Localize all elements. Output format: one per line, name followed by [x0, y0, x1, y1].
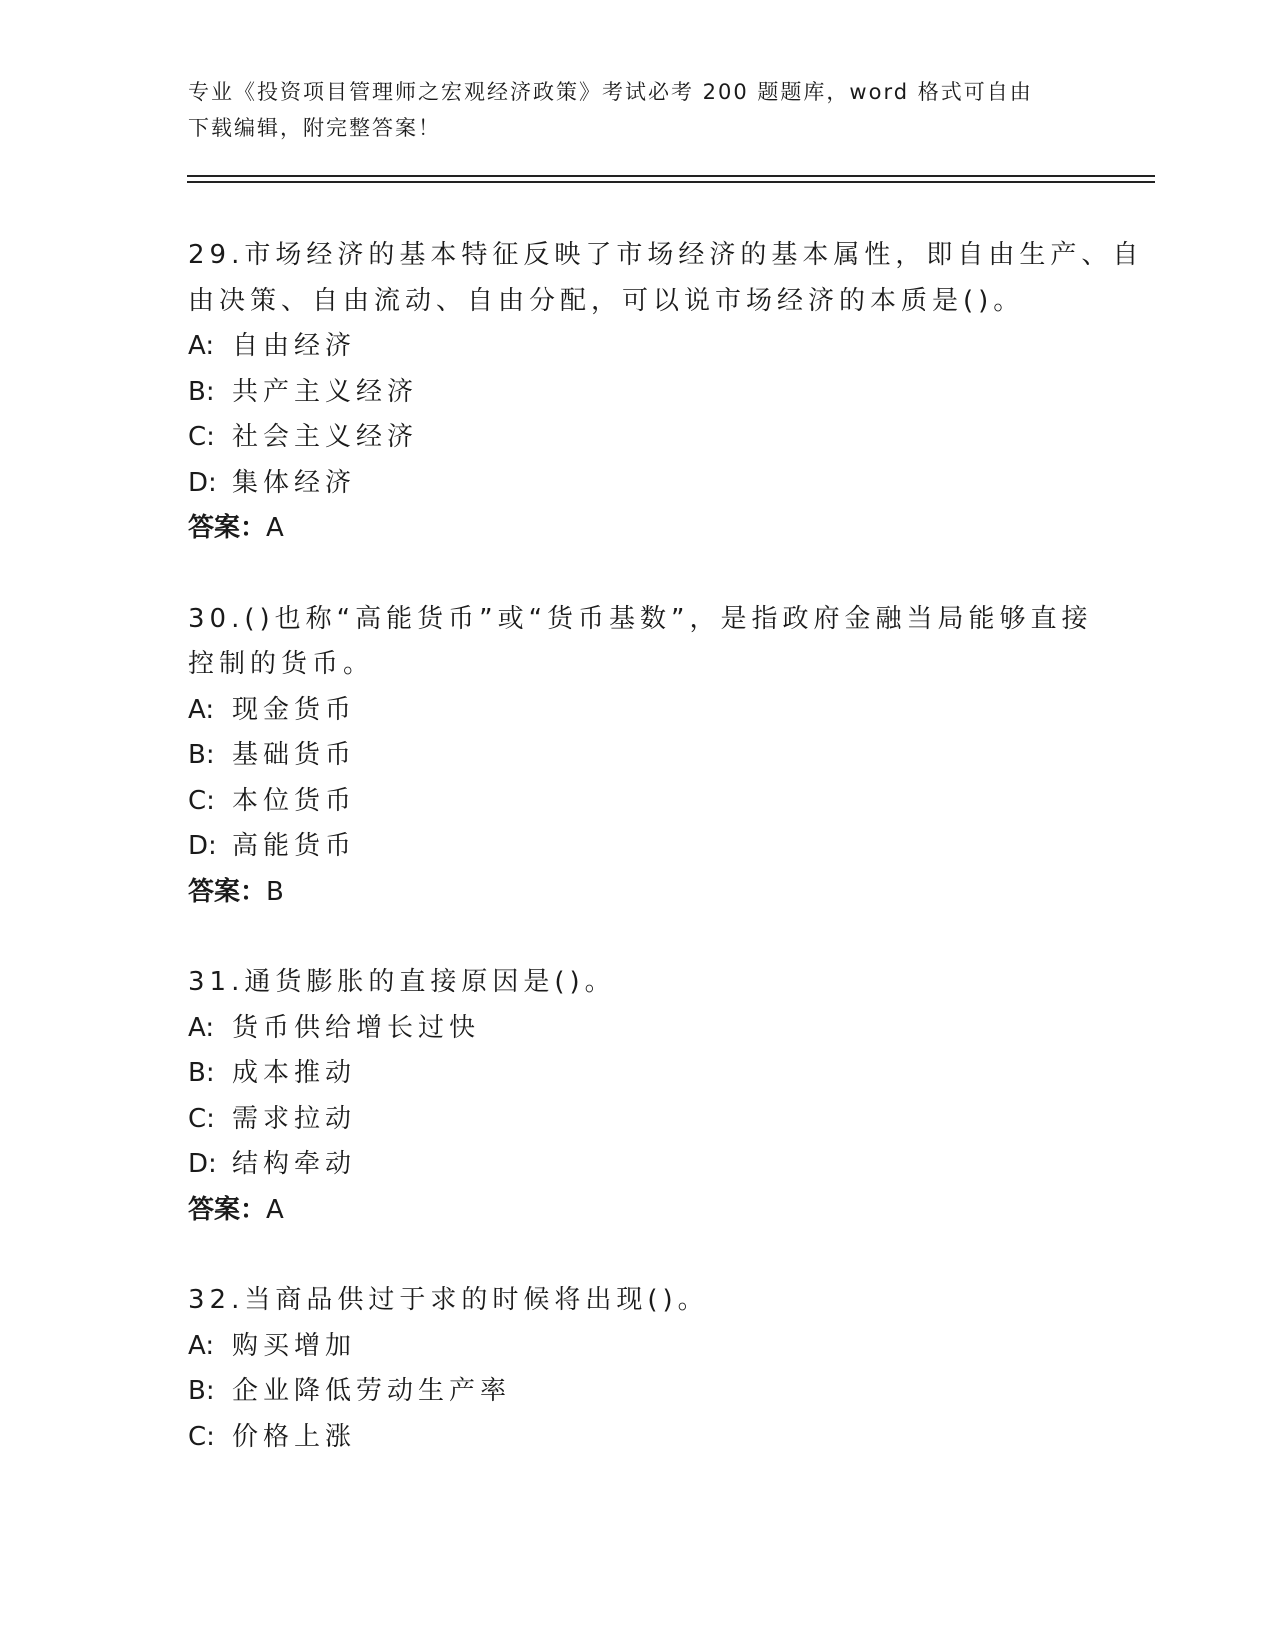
option-text: 现金货币 — [232, 694, 357, 725]
option-letter: C: — [188, 785, 215, 816]
option-a — [188, 688, 1088, 734]
question-text: 32.当商品供过于求的时候将出现()。 — [188, 1285, 709, 1315]
option-letter: D: — [188, 831, 217, 861]
header-divider — [187, 175, 1155, 177]
question-text: 30.()也称“高能货币”或“货币基数”，是指政府金融当局能够直接 — [188, 603, 1093, 634]
option-text: 集体经济 — [232, 467, 357, 498]
option-text: 价格上涨 — [232, 1421, 357, 1452]
option-letter: C: — [188, 1103, 215, 1134]
option-d — [188, 461, 1088, 507]
option-text: 基础货币 — [232, 740, 357, 770]
answer-value: A — [266, 513, 284, 543]
question-32 — [188, 1278, 1088, 1460]
option-text: 企业降低劳动生产率 — [232, 1376, 512, 1406]
option-text: 高能货币 — [232, 831, 357, 861]
question-31 — [188, 960, 1088, 1233]
document-header — [188, 74, 1068, 146]
option-letter: B: — [188, 1376, 215, 1406]
question-text: 控制的货币。 — [188, 649, 375, 679]
option-b — [188, 733, 1088, 779]
answer-line — [188, 870, 1088, 916]
option-letter: C: — [188, 1421, 215, 1452]
question-text: 31.通货膨胀的直接原因是()。 — [188, 967, 616, 997]
option-b — [188, 1051, 1088, 1097]
answer-value: B — [266, 876, 284, 907]
question-text: 29.市场经济的基本特征反映了市场经济的基本属性，即自由生产、自 — [188, 240, 1144, 270]
option-letter: D: — [188, 467, 217, 498]
header-line: 专业《投资项目管理师之宏观经济政策》考试必考 200 题题库，word 格式可自由 — [188, 80, 1033, 104]
option-text: 共产主义经济 — [232, 376, 419, 407]
question-list — [188, 233, 1144, 1505]
option-text: 购买增加 — [232, 1330, 357, 1361]
answer-label: 答案： — [188, 513, 267, 543]
option-letter: A: — [188, 694, 215, 725]
option-letter: A: — [188, 1330, 215, 1361]
option-text: 需求拉动 — [232, 1103, 357, 1134]
option-text: 货币供给增长过快 — [232, 1012, 481, 1043]
question-29 — [188, 233, 1144, 552]
option-letter: B: — [188, 740, 215, 770]
option-text: 成本推动 — [232, 1058, 357, 1088]
option-c — [188, 1415, 1088, 1461]
option-b — [188, 370, 1088, 416]
option-c — [188, 1097, 1088, 1143]
option-a — [188, 1324, 1088, 1370]
option-b — [188, 1369, 1088, 1415]
option-c — [188, 779, 1088, 825]
option-text: 本位货币 — [232, 785, 357, 816]
answer-label: 答案： — [188, 1194, 267, 1225]
answer-line — [188, 1188, 1088, 1234]
option-d — [188, 824, 1088, 870]
option-text: 结构牵动 — [232, 1149, 357, 1179]
answer-value: A — [266, 1194, 284, 1225]
option-letter: C: — [188, 422, 215, 452]
answer-label: 答案： — [188, 876, 267, 907]
option-a — [188, 324, 1088, 370]
option-a — [188, 1006, 1088, 1052]
option-d — [188, 1142, 1088, 1188]
question-text: 由决策、自由流动、自由分配，可以说市场经济的本质是()。 — [188, 285, 1025, 316]
header-line: 下载编辑，附完整答案！ — [188, 116, 441, 140]
answer-line — [188, 506, 1088, 552]
option-letter: B: — [188, 376, 215, 407]
option-letter: B: — [188, 1058, 215, 1088]
option-letter: A: — [188, 1012, 215, 1043]
option-c — [188, 415, 1088, 461]
header-divider — [187, 181, 1155, 183]
option-text: 自由经济 — [232, 331, 357, 361]
option-letter: D: — [188, 1149, 217, 1179]
question-30 — [188, 597, 1093, 916]
option-text: 社会主义经济 — [232, 422, 419, 452]
option-letter: A: — [188, 331, 215, 361]
